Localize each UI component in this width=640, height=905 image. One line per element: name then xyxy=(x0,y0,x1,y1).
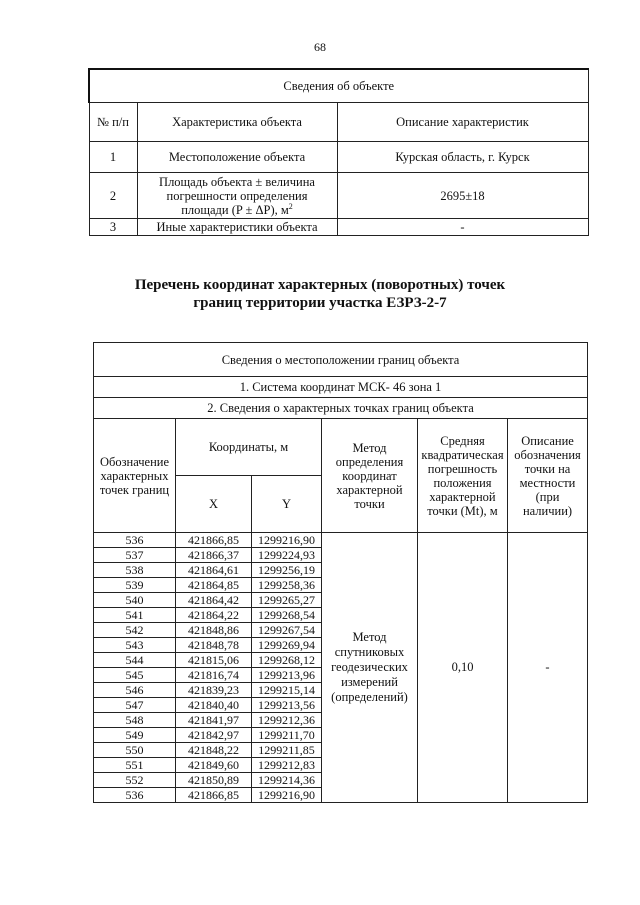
point-y: 1299269,94 xyxy=(252,638,322,653)
point-y: 1299211,85 xyxy=(252,743,322,758)
point-id: 546 xyxy=(94,683,176,698)
point-x: 421866,37 xyxy=(176,548,252,563)
point-y: 1299224,93 xyxy=(252,548,322,563)
header-description: Описание характеристик xyxy=(337,103,588,142)
point-id: 548 xyxy=(94,713,176,728)
point-x: 421850,89 xyxy=(176,773,252,788)
point-y: 1299256,19 xyxy=(252,563,322,578)
point-x: 421866,85 xyxy=(176,788,252,803)
header-y: Y xyxy=(252,476,322,533)
point-id: 547 xyxy=(94,698,176,713)
row-number: 1 xyxy=(89,142,137,173)
point-x: 421848,22 xyxy=(176,743,252,758)
characteristic-line: Площадь объекта ± величина xyxy=(159,174,315,189)
point-y: 1299213,56 xyxy=(252,698,322,713)
point-rows xyxy=(94,533,588,803)
point-y: 1299267,54 xyxy=(252,623,322,638)
coordinate-system: 1. Система координат МСК- 46 зона 1 xyxy=(94,377,588,398)
header-x: X xyxy=(176,476,252,533)
header-point-designation: Обозначение характерных точек границ xyxy=(94,419,176,533)
characteristic-line: погрешности определения xyxy=(166,188,308,203)
point-y: 1299258,36 xyxy=(252,578,322,593)
accuracy-value: 0,10 xyxy=(418,533,508,803)
page-number: 68 xyxy=(314,40,326,54)
point-x: 421815,06 xyxy=(176,653,252,668)
point-x: 421840,40 xyxy=(176,698,252,713)
point-y: 1299212,83 xyxy=(252,758,322,773)
heading-line-2: границ территории участка ЕЗРЗ-2-7 xyxy=(193,295,447,311)
row-description: 2695±18 xyxy=(337,173,588,219)
point-id: 536 xyxy=(94,788,176,803)
point-x: 421864,22 xyxy=(176,608,252,623)
header-number: № п/п xyxy=(89,103,137,142)
point-x: 421842,97 xyxy=(176,728,252,743)
point-y: 1299213,96 xyxy=(252,668,322,683)
row-number: 2 xyxy=(89,173,137,219)
point-id: 540 xyxy=(94,593,176,608)
description-value: - xyxy=(508,533,588,803)
section-heading xyxy=(0,276,640,312)
row-number: 3 xyxy=(89,219,137,236)
area-unit-superscript: 2 xyxy=(288,201,293,211)
point-x: 421864,42 xyxy=(176,593,252,608)
header-method: Метод определения координат характерной точки xyxy=(322,419,418,533)
point-id: 545 xyxy=(94,668,176,683)
coordinates-table xyxy=(93,342,588,803)
point-id: 542 xyxy=(94,623,176,638)
point-x: 421816,74 xyxy=(176,668,252,683)
header-accuracy: Средняя квадратическая погрешность положения характерной точки (Mt), м xyxy=(418,419,508,533)
point-id: 550 xyxy=(94,743,176,758)
point-x: 421866,85 xyxy=(176,533,252,548)
object-info-table xyxy=(88,68,589,236)
point-x: 421848,86 xyxy=(176,623,252,638)
point-y: 1299268,12 xyxy=(252,653,322,668)
point-x: 421864,61 xyxy=(176,563,252,578)
location-title: Сведения о местоположении границ объекта xyxy=(94,343,588,377)
point-id: 536 xyxy=(94,533,176,548)
point-y: 1299216,90 xyxy=(252,533,322,548)
point-id: 544 xyxy=(94,653,176,668)
point-id: 549 xyxy=(94,728,176,743)
point-id: 538 xyxy=(94,563,176,578)
row-description: - xyxy=(337,219,588,236)
point-id: 552 xyxy=(94,773,176,788)
point-x: 421849,60 xyxy=(176,758,252,773)
row-characteristic: Иные характеристики объекта xyxy=(137,219,337,236)
header-characteristic: Характеристика объекта xyxy=(137,103,337,142)
header-coordinates: Координаты, м xyxy=(176,419,322,476)
row-characteristic xyxy=(137,173,337,219)
point-x: 421839,23 xyxy=(176,683,252,698)
point-y: 1299211,70 xyxy=(252,728,322,743)
point-y: 1299268,54 xyxy=(252,608,322,623)
point-y: 1299214,36 xyxy=(252,773,322,788)
point-x: 421841,97 xyxy=(176,713,252,728)
header-description: Описание обозначения точки на местности (при наличии) xyxy=(508,419,588,533)
point-x: 421848,78 xyxy=(176,638,252,653)
point-y: 1299212,36 xyxy=(252,713,322,728)
point-y: 1299215,14 xyxy=(252,683,322,698)
point-y: 1299265,27 xyxy=(252,593,322,608)
point-y: 1299216,90 xyxy=(252,788,322,803)
heading-line-1: Перечень координат характерных (поворотных) точек xyxy=(134,277,506,293)
method-value: Метод спутниковых геодезических измерений (определений) xyxy=(322,533,418,803)
point-id: 551 xyxy=(94,758,176,773)
row-description: Курская область, г. Курск xyxy=(337,142,588,173)
point-x: 421864,85 xyxy=(176,578,252,593)
row-characteristic: Местоположение объекта xyxy=(137,142,337,173)
point-id: 539 xyxy=(94,578,176,593)
object-info-title: Сведения об объекте xyxy=(89,69,588,103)
point-id: 541 xyxy=(94,608,176,623)
characteristic-line: площади (P ± ΔP), $м^2$ xyxy=(181,201,293,217)
point-id: 537 xyxy=(94,548,176,563)
point-id: 543 xyxy=(94,638,176,653)
table-row xyxy=(94,533,588,548)
points-title: 2. Сведения о характерных точках границ объекта xyxy=(94,398,588,419)
